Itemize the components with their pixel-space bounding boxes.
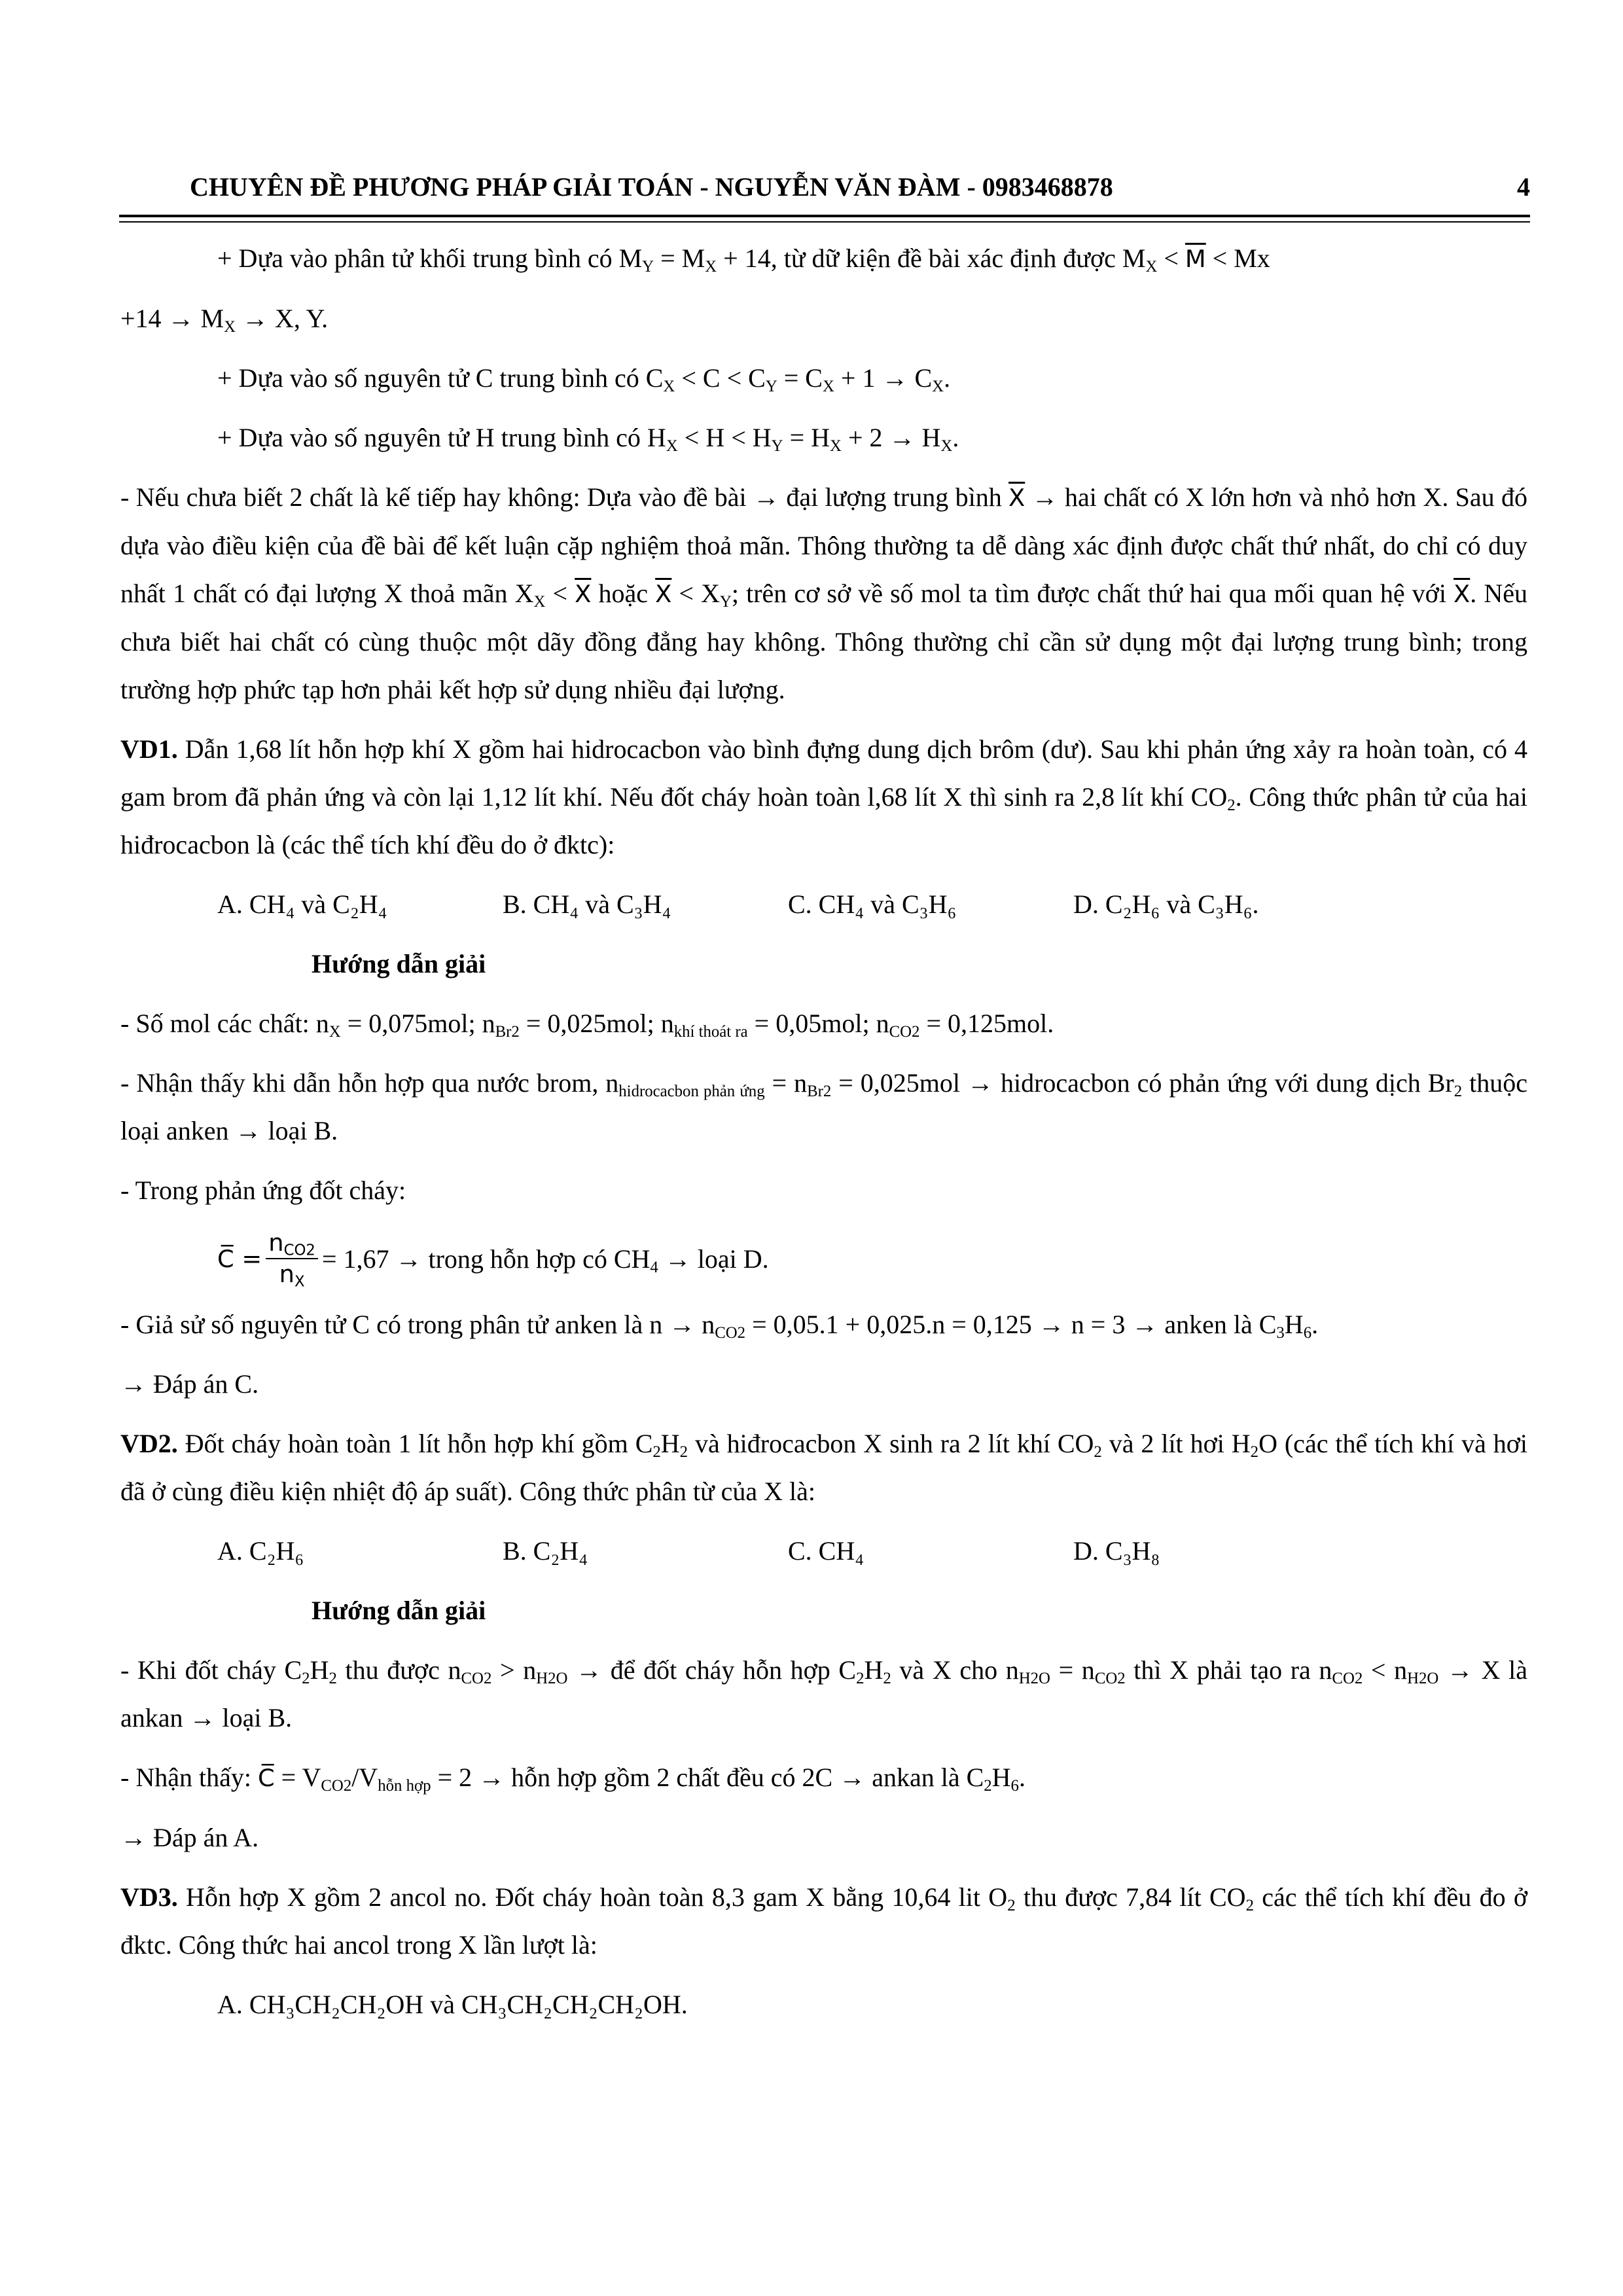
vd2-options [120, 1527, 1527, 1575]
formula-lhs: C̅ = [217, 1244, 262, 1273]
formula-fraction: $\frac{n_{CO2}}{n_X}$ [266, 1228, 318, 1289]
header-rule-thick [119, 215, 1530, 217]
vd1-step-bromine: - Nhận thấy khi dẫn hỗn hợp qua nước brom, $n_{hidrocacbon phản ứng} = n_{Br2} = 0,025mol$ → hidrocacbon có phản ứng với dung dịch $Br_2$ thuộc loại anken → loại B. [120, 1068, 1527, 1145]
vd1-option-b: B. CH₄ và C₃H₄ [503, 889, 671, 919]
vd1-guide-heading: Hướng dẫn giải [312, 949, 486, 978]
vd1-option-d: D. C₂H₆ và C₃H₆. [1073, 889, 1259, 919]
vd3-question: VD3. Hỗn hợp X gồm 2 ancol no. Đốt cháy hoàn toàn 8,3 gam X bằng 10,64 lit $O_2$ thu được 7,84 lít $CO_2$ các thể tích khí đều đo ở đktc. Công thức hai ancol trong X lần lượt là: [120, 1882, 1527, 1960]
formula-rhs: = 1,67 → trong hỗn hợp có $CH_4$ → loại D. [321, 1244, 769, 1276]
vd1-answer: → Đáp án C. [120, 1369, 259, 1399]
body-content [120, 234, 1527, 2040]
vd1-option-a: A. CH₄ và C₂H₄ [217, 889, 387, 919]
vd1-question: VD1. Dẫn 1,68 lít hỗn hợp khí X gồm hai hidrocacbon vào bình đựng dung dịch brôm (dư). Sau khi phản ứng xảy ra hoàn toàn, có 4 gam brom đã phản ứng và còn lại 1,12 lít khí. Nếu đốt cháy hoàn toàn l,68 lít X thì sinh ra 2,8 lít khí $CO_2$. Công thức phân tử của hai hiđrocacbon là (các thể tích khí đều do ở đktc): [120, 734, 1527, 859]
vd2-answer: → Đáp án A. [120, 1823, 259, 1852]
header-rule-thin [119, 221, 1530, 223]
method-paragraph-general: - Nếu chưa biết 2 chất là kế tiếp hay không: Dựa vào đề bài → đại lượng trung bình $\overline{X}$ → hai chất có X lớn hơn và nhỏ hơn X. Sau đó dựa vào điều kiện của đề bài để kết luận cặp nghiệm thoả mãn. Thông thường ta dễ dàng xác định được chất thứ nhất, do chỉ có duy nhất 1 chất có đại lượng X thoả mãn $X_X < \overline{X}$ hoặc $\overline{X} < X_Y$; trên cơ sở về số mol ta tìm được chất thứ hai qua mối quan hệ với $\overline{X}$. Nếu chưa biết hai chất có cùng thuộc một dãy đồng đẳng hay không. Thông thường chỉ cần sử dụng một đại lượng trung bình; trong trường hợp phức tạp hơn phải kết hợp sử dụng nhiều đại lượng. [120, 482, 1528, 704]
method-line-molar-mass: + Dựa vào phân tử khối trung bình có $M_Y = M_X + 14$, từ dữ kiện đề bài xác định được $M_X < \overline{M} < Mx$ [217, 243, 1270, 276]
page-header [119, 171, 1530, 202]
vd2-option-c: C. CH₄ [788, 1536, 865, 1566]
vd1-step-alkene: - Giả sử số nguyên tử C có trong phân tử anken là $n \to n_{CO2} = 0,05.1 + 0,025.n = 0,125 \to n = 3$ → anken là $C_3H_6$. [120, 1310, 1319, 1342]
vd1-options [120, 880, 1527, 928]
vd2-step-reasoning: - Khi đốt cháy $C_2H_2$ thu được $n_{CO2} > n_{H2O}$ → để đốt cháy hỗn hợp $C_2H_2$ và X cho $n_{H2O} = n_{CO2}$ thì X phải tạo ra $n_{CO2} < n_{H2O} \to X$ là ankan → loại B. [120, 1655, 1528, 1732]
vd1-formula [120, 1226, 1527, 1291]
vd2-question: VD2. Đốt cháy hoàn toàn 1 lít hỗn hợp khí gồm $C_2H_2$ và hiđrocacbon X sinh ra 2 lít khí $CO_2$ và 2 lít hơi $H_2O$ (các thể tích khí và hơi đã ở cùng điều kiện nhiệt độ áp suất). Công thức phân từ của X là: [120, 1429, 1528, 1506]
vd1-step-combustion: - Trong phản ứng đốt cháy: [120, 1175, 406, 1205]
vd2-guide-heading: Hướng dẫn giải [312, 1596, 486, 1625]
header-title: CHUYÊN ĐỀ PHƯƠNG PHÁP GIẢI TOÁN - NGUYỄN VĂN ĐÀM - 0983468878 [190, 172, 1113, 202]
vd1-step-moles: - Số mol các chất: $n_X = 0,075mol$; $n_{Br2} = 0,025mol$; $n_{khí thoát ra} = 0,05mol$; $n_{CO2} = 0,125mol$. [120, 1009, 1054, 1041]
method-line-hydrogen: + Dựa vào số nguyên tử H trung bình có $H_X < H < H_Y = H_X + 2 \to H_X$. [217, 423, 959, 455]
vd2-option-a: A. C₂H₆ [217, 1536, 304, 1566]
vd2-option-b: B. C₂H₄ [503, 1536, 588, 1566]
vd2-step-average-carbon: - Nhận thấy: C̅ = $V_{CO2}/V_{hỗn hợp} = 2$ → hỗn hợp gồm 2 chất đều có 2C → ankan là $C_2H_6$. [120, 1763, 1026, 1795]
method-line-molar-mass-cont: $+14 \to M_X \to X$, Y. [120, 304, 329, 336]
vd2-option-d: D. C₃H₈ [1073, 1536, 1160, 1566]
method-line-carbon: + Dựa vào số nguyên tử C trung bình có $C_X < C < C_Y = C_X + 1 \to C_X$. [217, 363, 951, 395]
vd3-option-a: A. CH₃CH₂CH₂OH và CH₃CH₂CH₂CH₂OH. [217, 1990, 688, 2019]
page-number: 4 [1517, 172, 1530, 202]
vd1-option-c: C. CH₄ và C₃H₆ [788, 889, 957, 919]
